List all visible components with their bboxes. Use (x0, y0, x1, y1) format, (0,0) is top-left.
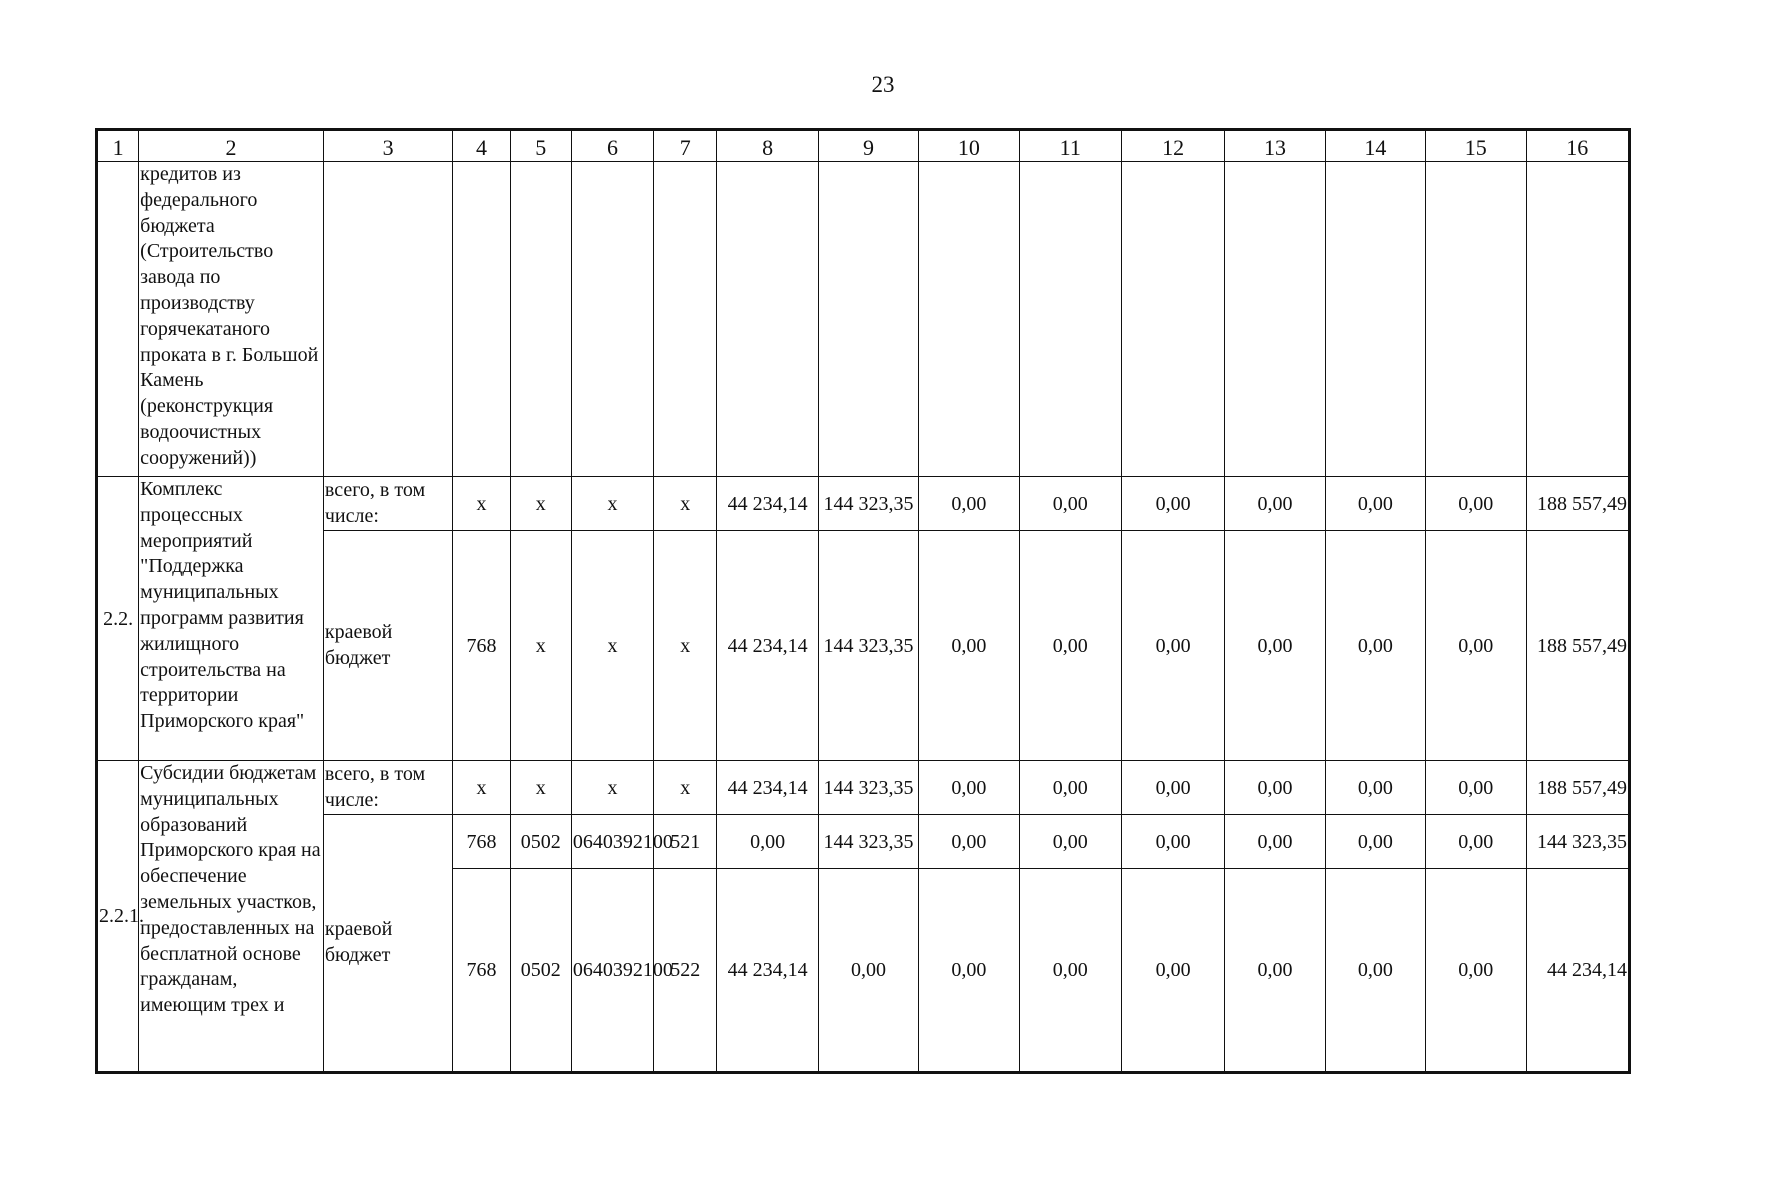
budget-table (95, 128, 1631, 1074)
cell-c10: 0,00 (919, 815, 1019, 869)
empty-cell (1426, 162, 1526, 477)
cell-c12: 0,00 (1121, 761, 1224, 815)
cell-c11: 0,00 (1019, 761, 1121, 815)
col-header: 5 (510, 130, 571, 162)
cell-c6: x (571, 477, 653, 531)
cell-c6: 0640392100 (571, 815, 653, 869)
empty-cell (654, 162, 717, 477)
col-header: 2 (139, 130, 324, 162)
cell-c9: 144 323,35 (818, 477, 918, 531)
cell-c11: 0,00 (1019, 869, 1121, 1073)
empty-cell (717, 162, 818, 477)
table-row (97, 477, 1630, 531)
measure-name: Комплекс процессных мероприятий "Поддержка муниципальных программ развития жилищного строительства на территории Приморского края" (139, 477, 324, 761)
col-header: 12 (1121, 130, 1224, 162)
col-header: 4 (453, 130, 510, 162)
funding-source: краевой бюджет (323, 815, 453, 1073)
empty-cell (571, 162, 653, 477)
cell-c10: 0,00 (919, 531, 1019, 761)
cell-c15: 0,00 (1426, 531, 1526, 761)
cell-c4: 768 (453, 531, 510, 761)
cell-c11: 0,00 (1019, 531, 1121, 761)
cell-c4: x (453, 761, 510, 815)
cell-c12: 0,00 (1121, 869, 1224, 1073)
col-header: 3 (323, 130, 453, 162)
cell-c16: 44 234,14 (1526, 869, 1630, 1073)
cell-c6: x (571, 761, 653, 815)
cell-c15: 0,00 (1426, 477, 1526, 531)
col-header: 10 (919, 130, 1019, 162)
cell-c8: 44 234,14 (717, 477, 818, 531)
funding-source: всего, в том числе: (323, 761, 453, 815)
cell-c7: x (654, 477, 717, 531)
col-header: 9 (818, 130, 918, 162)
cell-c4: x (453, 477, 510, 531)
cell-c14: 0,00 (1325, 531, 1425, 761)
cell-c16: 188 557,49 (1526, 761, 1630, 815)
measure-name: Субсидии бюджетам муниципальных образований Приморского края на обеспечение земельных участков, предоставленных на бесплатной основе гражданам, имеющим трех и (139, 761, 324, 1073)
funding-source: краевой бюджет (323, 531, 453, 761)
cell-c10: 0,00 (919, 869, 1019, 1073)
cell-c7: 522 (654, 869, 717, 1073)
cell-c8: 44 234,14 (717, 761, 818, 815)
cell-c16: 144 323,35 (1526, 815, 1630, 869)
cell-c16: 188 557,49 (1526, 477, 1630, 531)
cell-c13: 0,00 (1225, 869, 1325, 1073)
col-header: 6 (571, 130, 653, 162)
index-cell: 2.2.1. (97, 761, 139, 1073)
col-header: 8 (717, 130, 818, 162)
cell-c11: 0,00 (1019, 477, 1121, 531)
cell-c6: x (571, 531, 653, 761)
cell-c8: 0,00 (717, 815, 818, 869)
cell-c4: 768 (453, 815, 510, 869)
cell-c9: 144 323,35 (818, 815, 918, 869)
cell-c16: 188 557,49 (1526, 531, 1630, 761)
cell-c9: 0,00 (818, 869, 918, 1073)
cell-c5: 0502 (510, 815, 571, 869)
cell-c15: 0,00 (1426, 869, 1526, 1073)
empty-cell (919, 162, 1019, 477)
empty-cell (453, 162, 510, 477)
col-header: 1 (97, 130, 139, 162)
page-number: 23 (871, 72, 895, 97)
cell-c14: 0,00 (1325, 869, 1425, 1073)
cell-c5: 0502 (510, 869, 571, 1073)
cell-c10: 0,00 (919, 477, 1019, 531)
col-header: 13 (1225, 130, 1325, 162)
cell-c13: 0,00 (1225, 815, 1325, 869)
col-header: 14 (1325, 130, 1425, 162)
empty-cell (1325, 162, 1425, 477)
cell-c8: 44 234,14 (717, 869, 818, 1073)
cell-c7: x (654, 531, 717, 761)
table-row (97, 761, 1630, 815)
empty-cell (818, 162, 918, 477)
cell-c5: x (510, 761, 571, 815)
cell-c13: 0,00 (1225, 477, 1325, 531)
cell-c5: x (510, 477, 571, 531)
cell-c12: 0,00 (1121, 531, 1224, 761)
cell-c7: x (654, 761, 717, 815)
empty-cell (1225, 162, 1325, 477)
cell-c14: 0,00 (1325, 477, 1425, 531)
empty-cell (1526, 162, 1630, 477)
cell-c9: 144 323,35 (818, 531, 918, 761)
cell-c12: 0,00 (1121, 815, 1224, 869)
index-cell (97, 162, 139, 477)
col-header: 7 (654, 130, 717, 162)
cell-c14: 0,00 (1325, 815, 1425, 869)
index-cell: 2.2. (97, 477, 139, 761)
table-row (97, 162, 1630, 477)
empty-cell (1019, 162, 1121, 477)
cell-c5: x (510, 531, 571, 761)
empty-cell (323, 162, 453, 477)
cell-c9: 144 323,35 (818, 761, 918, 815)
cell-c14: 0,00 (1325, 761, 1425, 815)
measure-name: кредитов из федерального бюджета (Строительство завода по производству горячекатаного проката в г. Большой Камень (реконструкция водоочистных сооружений)) (139, 162, 324, 477)
cell-c12: 0,00 (1121, 477, 1224, 531)
header-row (97, 130, 1630, 162)
cell-c13: 0,00 (1225, 761, 1325, 815)
col-header: 15 (1426, 130, 1526, 162)
cell-c11: 0,00 (1019, 815, 1121, 869)
col-header: 16 (1526, 130, 1630, 162)
cell-c10: 0,00 (919, 761, 1019, 815)
cell-c7: 521 (654, 815, 717, 869)
cell-c15: 0,00 (1426, 761, 1526, 815)
col-header: 11 (1019, 130, 1121, 162)
funding-source: всего, в том числе: (323, 477, 453, 531)
cell-c8: 44 234,14 (717, 531, 818, 761)
cell-c6: 0640392100 (571, 869, 653, 1073)
cell-c15: 0,00 (1426, 815, 1526, 869)
cell-c13: 0,00 (1225, 531, 1325, 761)
empty-cell (1121, 162, 1224, 477)
table-row (97, 531, 1630, 761)
empty-cell (510, 162, 571, 477)
cell-c4: 768 (453, 869, 510, 1073)
table-row (97, 815, 1630, 869)
